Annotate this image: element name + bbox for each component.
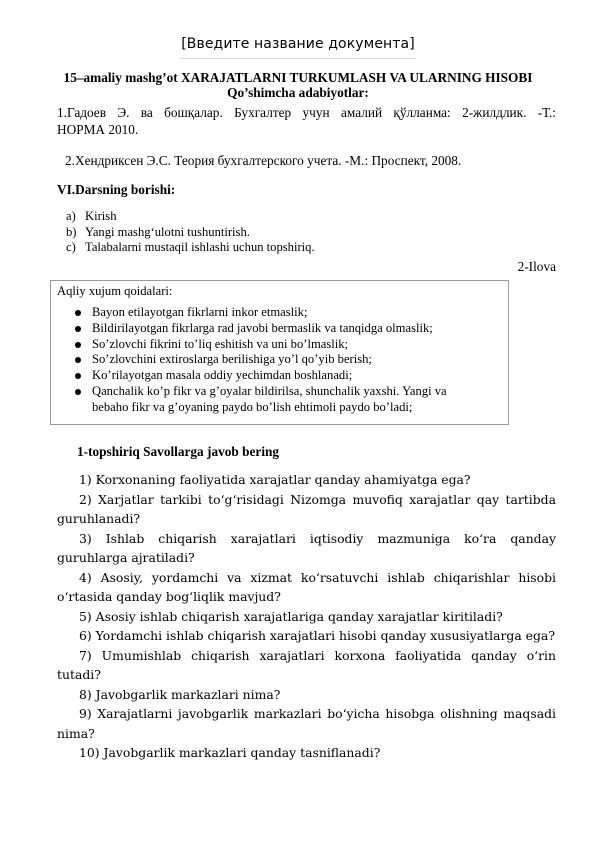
questions-list [57,470,556,763]
list-item [51,305,510,321]
question-item: 4) Asosiy, yordamchi va xizmat ko‘rsatuvchi ishlab chiqarishlar hisobi o‘rtasida qanday bog‘liqlik mavjud? [57,569,556,604]
bullet-icon [75,310,81,316]
rules-list [51,305,510,416]
bullet-icon [75,342,81,348]
list-item [51,368,510,384]
question-item: 2) Xarjatlar tarkibi to‘g‘risidagi Nizomga muvofiq xarajatlar qay tartibda guruhlanadi? [57,491,556,526]
list-item [51,337,510,353]
question-item: 10) Javobgarlik markazlari qanday tasniflanadi? [79,745,381,760]
list-item-text: Qanchalik ko’p fikr va g’oyalar bildirilsa, shunchalik yaxshi. Yangi va bebaho fikr va g’oyaning paydo bo’lish ehtimoli paydo bo’ladi; [92,383,447,414]
additional-literature-heading: Qo’shimcha adabiyotlar: [227,85,369,100]
list-item [66,225,315,241]
bullet-icon [75,389,81,395]
list-marker: c) [66,240,76,255]
list-item-text: So’zlovchi fikrini to’liq eshitish va uni bo’lmaslik; [92,336,349,351]
list-item-text: Kirish [85,209,117,223]
header-divider [180,58,416,59]
list-item-text: Bildirilayotgan fikrlarga rad javobi bermaslik va tanqidga olmaslik; [92,320,433,335]
list-item-text: Bayon etilayotgan fikrlarni inkor etmaslik; [92,305,308,319]
question-item: 8) Javobgarlik markazlari nima? [79,686,281,702]
list-item-text: Talabalarni mustaqil ishlashi uchun topshiriq. [85,240,315,255]
list-item [51,352,510,368]
list-item-text: Ko’rilayotgan masala oddiy yechimdan boshlanadi; [92,368,353,383]
section-heading: VI.Darsning borishi: [57,182,176,197]
question-item: 9) Xarajatlarni javobgarlik markazlari bo‘yicha hisobga olishning maqsadi nima? [57,706,556,741]
bullet-icon [75,326,81,332]
document-header-title: [Введите название документа] [181,36,415,52]
literature-item-2: 2.Хендриксен Э.С. Теория бухгалтерского учета. -М.: Проспект, 2008. [65,153,462,168]
list-item [66,209,315,225]
list-item-text: Yangi mashg‘ulotni tushuntirish. [85,224,250,239]
literature-item-1: 1.Гадоев Э. ва бошқалар. Бухгалтер учун амалий қўлланма: 2-жилдлик. -Т.: [57,105,556,120]
list-item [51,321,510,337]
brainstorm-rules-box [50,280,509,425]
lesson-title-line: 15–amaliy mashg’ot XARAJATLARNI TURKUMLASH VA ULARNING HISOBI [63,70,533,85]
question-item: 3) Ishlab chiqarish xarajatlari iqtisodiy mazmuniga ko‘ra qanday guruhlarga ajratiladi? [57,530,556,565]
question-item: 5) Asosiy ishlab chiqarish xarajatlariga qanday xarajatlar kiritiladi? [79,608,503,624]
lesson-title [40,70,556,100]
list-item-text: So’zlovchini extiroslarga berilishiga yo’l qo’yib berish; [92,352,372,367]
question-item: 7) Umumishlab chiqarish xarajatlari korxona faoliyatida qanday o‘rin tutadi? [57,647,556,682]
question-item: 6) Yordamchi ishlab chiqarish xarajatlari hisobi qanday xususiyatlarga ega? [79,628,555,643]
bullet-icon [75,357,81,363]
rules-heading: Aqliy xujum qoidalari: [57,284,173,298]
appendix-label: 2-Ilova [517,259,556,274]
question-item: 1) Korxonaning faoliyatida xarajatlar qanday ahamiyatga ega? [79,472,471,487]
list-marker: a) [66,209,76,223]
list-marker: b) [66,224,77,239]
list-item [66,240,315,256]
list-item [51,384,510,416]
bullet-icon [75,373,81,379]
lesson-steps-list [66,209,315,256]
task-heading: 1-topshiriq Savollarga javob bering [77,444,280,459]
literature-item-1-continuation: НОРМА 2010. [57,122,139,137]
